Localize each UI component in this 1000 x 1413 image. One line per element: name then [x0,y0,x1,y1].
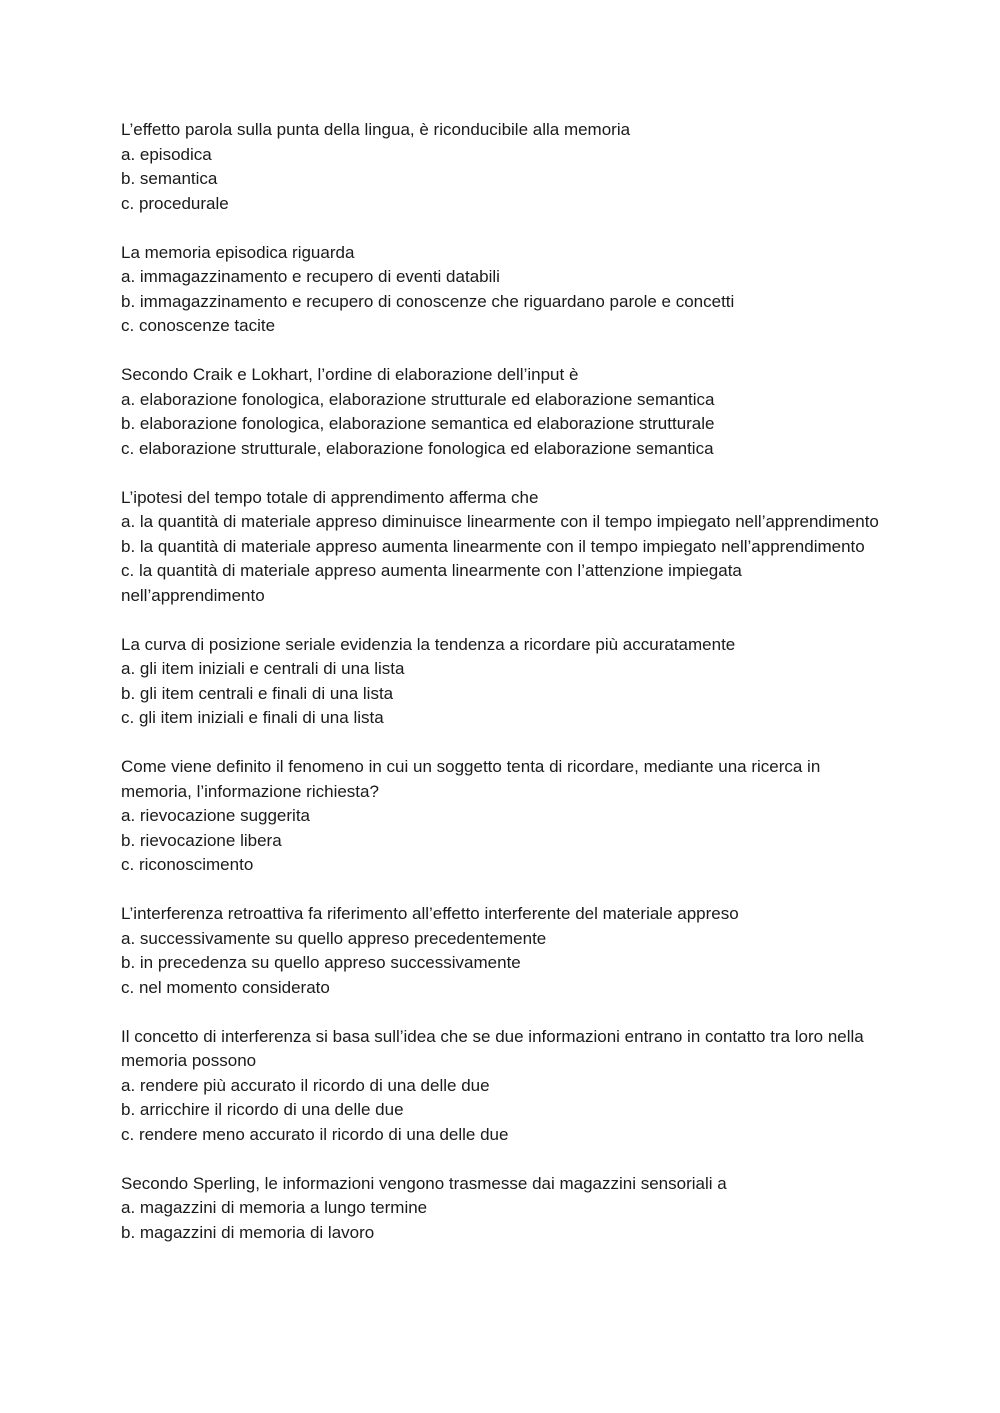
option-b: b. arricchire il ricordo di una delle due [121,1100,404,1119]
question-7 [121,902,881,1000]
option-b: b. elaborazione fonologica, elaborazione semantica ed elaborazione strutturale [121,414,715,433]
question-text: La memoria episodica riguarda [121,242,355,262]
question-text: Secondo Craik e Lokhart, l’ordine di elaborazione dell’input è [121,365,579,384]
question-5 [121,633,881,731]
option-c: c. la quantità di materiale appreso aumenta linearmente con l’attenzione impiegata nell’apprendimento [121,561,742,605]
option-a: a. episodica [121,144,212,164]
document-page [121,118,881,1270]
option-b: b. la quantità di materiale appreso aumenta linearmente con il tempo impiegato nell’apprendimento [121,536,865,556]
question-text: Il concetto di interferenza si basa sull’idea che se due informazioni entrano in contatto tra loro nella memoria possono [121,1026,864,1070]
question-3 [121,363,881,461]
question-6 [121,755,881,878]
option-c: c. procedurale [121,193,229,213]
option-b: b. semantica [121,169,218,188]
option-a: a. rievocazione suggerita [121,806,311,825]
question-9 [121,1172,881,1246]
question-4 [121,486,881,609]
question-text: L’effetto parola sulla punta della lingua, è riconducibile alla memoria [121,120,631,139]
question-text: Secondo Sperling, le informazioni vengono trasmesse dai magazzini sensoriali a [121,1173,727,1193]
option-a: a. successivamente su quello appreso precedentemente [121,928,547,948]
option-b: b. immagazzinamento e recupero di conoscenze che riguardano parole e concetti [121,291,735,311]
question-1 [121,118,881,216]
option-b: b. in precedenza su quello appreso successivamente [121,953,521,972]
option-b: b. magazzini di memoria di lavoro [121,1222,375,1242]
option-a: a. rendere più accurato il ricordo di una delle due [121,1075,490,1095]
option-a: a. immagazzinamento e recupero di eventi databili [121,267,500,286]
question-8 [121,1025,881,1148]
option-a: a. gli item iniziali e centrali di una lista [121,659,405,678]
option-c: c. elaborazione strutturale, elaborazione fonologica ed elaborazione semantica [121,438,714,458]
option-c: c. riconoscimento [121,855,254,874]
option-c: c. rendere meno accurato il ricordo di una delle due [121,1124,509,1144]
option-c: c. nel momento considerato [121,977,330,997]
option-c: c. conoscenze tacite [121,316,276,335]
option-b: b. rievocazione libera [121,830,282,850]
option-a: a. elaborazione fonologica, elaborazione strutturale ed elaborazione semantica [121,389,715,409]
option-a: a. magazzini di memoria a lungo termine [121,1198,428,1217]
option-c: c. gli item iniziali e finali di una lista [121,708,384,727]
option-b: b. gli item centrali e finali di una lista [121,683,394,703]
question-2 [121,241,881,339]
question-text: L’interferenza retroattiva fa riferimento all’effetto interferente del materiale appreso [121,904,739,923]
question-text: L’ipotesi del tempo totale di apprendimento afferma che [121,487,539,507]
question-text: La curva di posizione seriale evidenzia la tendenza a ricordare più accuratamente [121,634,736,654]
question-text: Come viene definito il fenomeno in cui un soggetto tenta di ricordare, mediante una ricerca in memoria, l’informazione richiesta? [121,757,821,801]
option-a: a. la quantità di materiale appreso diminuisce linearmente con il tempo impiegato nell’apprendimento [121,512,879,531]
